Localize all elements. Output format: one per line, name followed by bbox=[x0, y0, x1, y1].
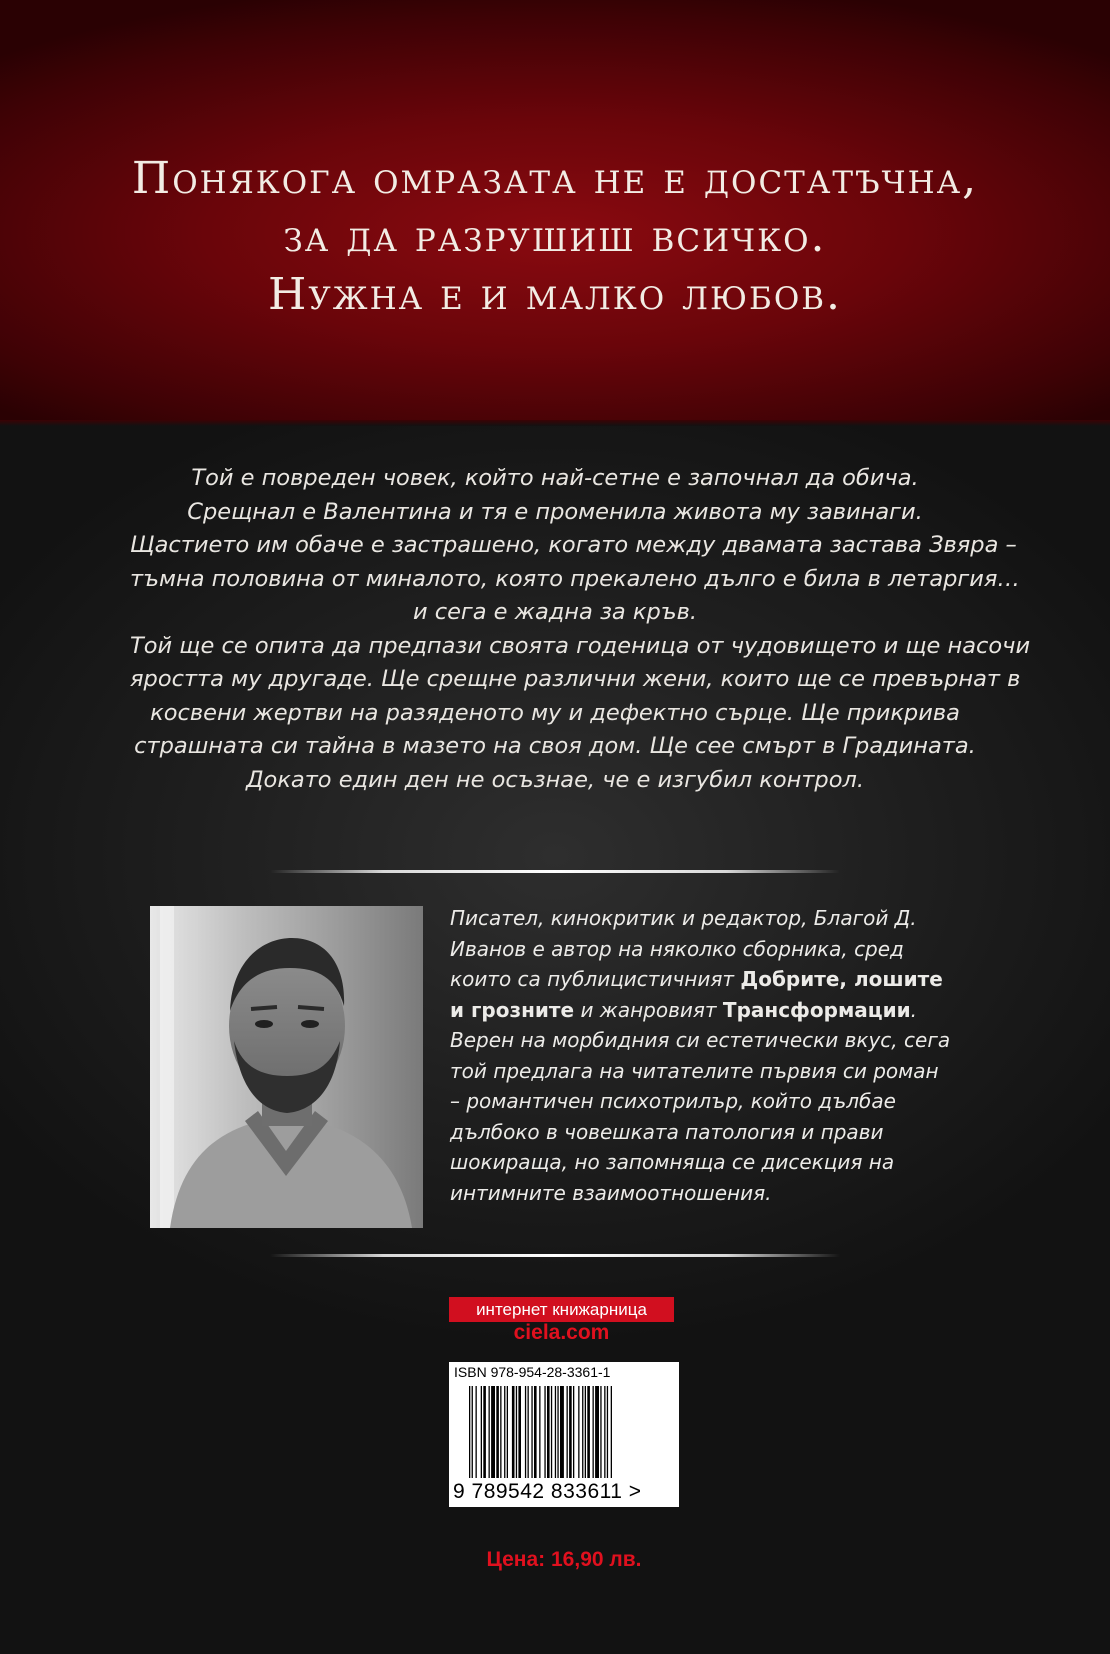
book-blurb bbox=[130, 462, 1031, 797]
barcode-icon bbox=[469, 1386, 661, 1478]
book-title-bold: Добрите, лошите bbox=[740, 967, 943, 991]
divider-top bbox=[270, 870, 840, 873]
isbn-text: ISBN 978-954-28-3361-1 bbox=[454, 1364, 611, 1380]
book-title-bold: и грозните bbox=[450, 997, 575, 1022]
bio-text: и жанровият bbox=[574, 997, 723, 1022]
bio-line: дълбоко в човешката патология и прави bbox=[450, 1119, 884, 1144]
tagline-line: Понякога омразата не е достатъчна, bbox=[131, 153, 979, 204]
bio-text: . bbox=[910, 997, 918, 1022]
bio-text: които са публицистичният bbox=[450, 967, 741, 991]
blurb-line: Той ще се опита да предпази своята годеница от чудовището и ще насочи bbox=[130, 632, 1031, 659]
blurb-line: тъмна половина от миналото, която прекалено дълго е била в летаргия… bbox=[130, 565, 1020, 592]
blurb-line: Той е повреден човек, който най-сетне е започнал да обича. bbox=[191, 465, 919, 491]
bio-line: Верен на морбидния си естетически вкус, сега bbox=[450, 1028, 951, 1052]
bio-line: интимните взаимоотношения. bbox=[450, 1180, 772, 1205]
bio-line bbox=[450, 964, 990, 995]
blurb-line: Щастието им обаче е застрашено, когато между двамата застава Звяра – bbox=[130, 532, 1017, 558]
tagline-line: за да разрушиш всичко. bbox=[283, 211, 827, 262]
bio-line: – романтичен психотрилър, който дълбае bbox=[450, 1089, 896, 1113]
author-photo bbox=[150, 906, 423, 1228]
ean-number: 9 789542 833611 > bbox=[453, 1480, 642, 1503]
bio-line: Писател, кинокритик и редактор, Благой Д. bbox=[450, 906, 917, 930]
blurb-line: яростта му другаде. Ще срещне различни жени, които ще се превърнат в bbox=[130, 666, 1021, 692]
price-label: Цена: 16,90 лв. bbox=[486, 1548, 642, 1571]
blurb-line: Срещнал е Валентина и тя е променила живота му завинаги. bbox=[187, 498, 923, 525]
bio-line bbox=[450, 995, 990, 1026]
blurb-line: Докато един ден не осъзнае, че е изгубил контрол. bbox=[245, 766, 865, 793]
barcode-panel bbox=[449, 1362, 679, 1507]
bio-line: шокираща, но запомняща се дисекция на bbox=[450, 1150, 895, 1174]
bookstore-url[interactable]: ciela.com bbox=[513, 1321, 610, 1344]
author-bio bbox=[450, 903, 990, 1208]
bio-line: той предлага на читателите първия си роман bbox=[450, 1058, 939, 1083]
book-title-bold: Трансформации bbox=[722, 997, 911, 1022]
blurb-line: страшната си тайна в мазето на своя дом. Ще сее смърт в Градината. bbox=[134, 733, 976, 759]
bio-line: Иванов е автор на няколко сборника, сред bbox=[450, 936, 904, 961]
tagline bbox=[0, 150, 1110, 324]
blurb-line: косвени жертви на разяденото му и дефектно сърце. Ще прикрива bbox=[150, 699, 960, 726]
online-bookstore-label: интернет книжарница bbox=[449, 1297, 674, 1322]
blurb-line: и сега е жадна за кръв. bbox=[412, 599, 698, 625]
author-portrait-image bbox=[150, 906, 423, 1228]
tagline-line: Нужна е и малко любов. bbox=[267, 269, 843, 320]
divider-bottom bbox=[270, 1254, 840, 1257]
